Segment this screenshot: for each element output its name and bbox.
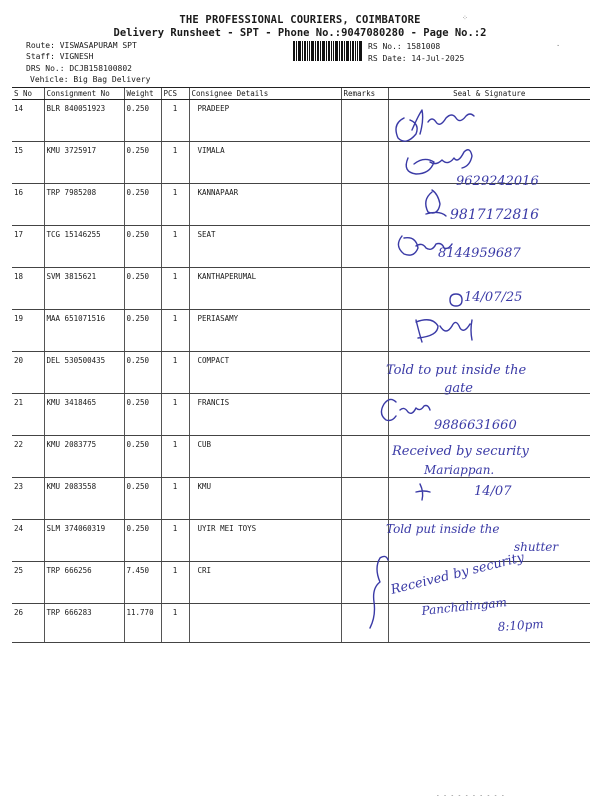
- cell-remarks: [341, 100, 388, 142]
- cell-pcs: 1: [161, 184, 189, 226]
- handwritten-date-23: 14/07: [474, 484, 512, 499]
- handwritten-phone-16: 9817172816: [450, 207, 540, 223]
- cell-sno: 14: [12, 100, 44, 142]
- handwritten-note-25b: Panchalingam: [420, 595, 508, 618]
- cell-consignee: [189, 604, 341, 643]
- cell-remarks: [341, 184, 388, 226]
- scan-mark: ·: [556, 42, 561, 50]
- handwritten-note-22b: Mariappan.: [424, 463, 495, 477]
- table-row: [12, 436, 590, 478]
- handwritten-note-20a: Told to put inside the: [386, 363, 527, 378]
- route-label: Route: VISWASAPURAM SPT: [26, 41, 137, 50]
- cell-weight: 0.250: [124, 520, 161, 562]
- table-row: [12, 310, 590, 352]
- cell-consignee: FRANCIS: [189, 394, 341, 436]
- cell-pcs: 1: [161, 562, 189, 604]
- cell-remarks: [341, 268, 388, 310]
- cell-remarks: [341, 478, 388, 520]
- cell-consignment: BLR 840051923: [44, 100, 124, 142]
- table-row: [12, 184, 590, 226]
- cell-weight: 0.250: [124, 436, 161, 478]
- cell-consignee: COMPACT: [189, 352, 341, 394]
- cell-consignment: KMU 2083775: [44, 436, 124, 478]
- cell-remarks: [341, 142, 388, 184]
- col-header-remarks: Remarks: [341, 88, 388, 100]
- vehicle-label: Vehicle: Big Bag Delivery: [30, 75, 151, 84]
- cell-signature: [388, 352, 590, 394]
- handwritten-note-20b: gate: [444, 381, 473, 396]
- cell-consignment: MAA 651071516: [44, 310, 124, 352]
- cell-remarks: [341, 352, 388, 394]
- cell-signature: [388, 100, 590, 142]
- cell-consignee: CUB: [189, 436, 341, 478]
- cell-consignee: VIMALA: [189, 142, 341, 184]
- runsheet-title: Delivery Runsheet - SPT - Phone No.:9047080280 - Page No.:2: [113, 27, 487, 39]
- cell-sno: 19: [12, 310, 44, 352]
- table-row: [12, 226, 590, 268]
- cell-consignment: KMU 3418465: [44, 394, 124, 436]
- cell-weight: 0.250: [124, 226, 161, 268]
- handwritten-phone-17: 8144959687: [438, 246, 521, 261]
- cell-pcs: 1: [161, 226, 189, 268]
- cell-pcs: 1: [161, 352, 189, 394]
- cell-remarks: [341, 394, 388, 436]
- table-row: [12, 394, 590, 436]
- table-row: [12, 478, 590, 520]
- cell-signature: [388, 562, 590, 604]
- cell-sno: 21: [12, 394, 44, 436]
- cell-consignment: TRP 7985208: [44, 184, 124, 226]
- cell-pcs: 1: [161, 100, 189, 142]
- staff-label: Staff: VIGNESH: [26, 52, 94, 61]
- handwritten-note-25c: 8:10pm: [497, 616, 545, 634]
- cell-weight: 0.250: [124, 142, 161, 184]
- table-row: [12, 268, 590, 310]
- handwritten-phone-15: 9629242016: [456, 174, 539, 189]
- col-header-sno: S No: [12, 88, 44, 100]
- cell-pcs: 1: [161, 520, 189, 562]
- cell-signature: [388, 310, 590, 352]
- cell-sno: 26: [12, 604, 44, 643]
- table-row: [12, 352, 590, 394]
- handwritten-date-18: 14/07/25: [464, 290, 523, 305]
- cell-sno: 25: [12, 562, 44, 604]
- scan-mark: - - - - - - - - - -: [436, 792, 505, 799]
- table-row: [12, 520, 590, 562]
- cell-sno: 23: [12, 478, 44, 520]
- cell-consignee: UYIR MEI TOYS: [189, 520, 341, 562]
- cell-signature: [388, 520, 590, 562]
- cell-consignment: TRP 666283: [44, 604, 124, 643]
- table-header-row: [12, 88, 590, 100]
- col-header-weight: Weight: [124, 88, 161, 100]
- cell-signature: [388, 142, 590, 184]
- cell-signature: [388, 226, 590, 268]
- handwritten-note-22a: Received by security: [392, 444, 529, 459]
- cell-consignment: SLM 374060319: [44, 520, 124, 562]
- cell-weight: 7.450: [124, 562, 161, 604]
- scan-mark: ⁘: [462, 14, 468, 22]
- cell-sno: 22: [12, 436, 44, 478]
- cell-remarks: [341, 310, 388, 352]
- cell-consignment: TRP 666256: [44, 562, 124, 604]
- cell-sno: 15: [12, 142, 44, 184]
- handwritten-note-24b: shutter: [514, 540, 559, 554]
- cell-sno: 17: [12, 226, 44, 268]
- cell-consignment: DEL 530500435: [44, 352, 124, 394]
- table-row: [12, 142, 590, 184]
- cell-sno: 16: [12, 184, 44, 226]
- cell-consignment: KMU 3725917: [44, 142, 124, 184]
- table-row: [12, 562, 590, 604]
- handwritten-phone-21: 9886631660: [434, 418, 517, 433]
- cell-remarks: [341, 562, 388, 604]
- cell-pcs: 1: [161, 310, 189, 352]
- cell-pcs: 1: [161, 436, 189, 478]
- cell-remarks: [341, 226, 388, 268]
- handwritten-note-25a: Received by security: [389, 550, 526, 598]
- cell-pcs: 1: [161, 478, 189, 520]
- cell-remarks: [341, 604, 388, 643]
- cell-consignee: PRADEEP: [189, 100, 341, 142]
- cell-weight: 0.250: [124, 310, 161, 352]
- cell-consignee: CRI: [189, 562, 341, 604]
- col-header-pcs: PCS: [161, 88, 189, 100]
- cell-signature: [388, 604, 590, 643]
- col-header-consignment: Consignment No: [44, 88, 124, 100]
- cell-remarks: [341, 520, 388, 562]
- cell-weight: 0.250: [124, 394, 161, 436]
- rs-number: RS No.: 1581008: [368, 42, 441, 51]
- col-header-consignee: Consignee Details: [189, 88, 341, 100]
- cell-remarks: [341, 436, 388, 478]
- cell-pcs: 1: [161, 268, 189, 310]
- company-title: THE PROFESSIONAL COURIERS, COIMBATORE: [179, 14, 421, 26]
- table-row: [12, 100, 590, 142]
- runsheet-table: [12, 87, 590, 643]
- cell-consignee: SEAT: [189, 226, 341, 268]
- barcode: [293, 41, 363, 61]
- cell-consignee: PERIASAMY: [189, 310, 341, 352]
- table-row: [12, 604, 590, 643]
- cell-weight: 0.250: [124, 184, 161, 226]
- cell-consignment: TCG 15146255: [44, 226, 124, 268]
- cell-signature: [388, 184, 590, 226]
- cell-sno: 24: [12, 520, 44, 562]
- handwritten-note-24a: Told put inside the: [386, 522, 500, 536]
- cell-weight: 0.250: [124, 352, 161, 394]
- cell-weight: 0.250: [124, 268, 161, 310]
- rs-date: RS Date: 14-Jul-2025: [368, 54, 465, 63]
- cell-consignee: KMU: [189, 478, 341, 520]
- cell-sno: 18: [12, 268, 44, 310]
- cell-pcs: 1: [161, 142, 189, 184]
- cell-signature: [388, 394, 590, 436]
- cell-weight: 0.250: [124, 100, 161, 142]
- cell-sno: 20: [12, 352, 44, 394]
- cell-weight: 11.770: [124, 604, 161, 643]
- cell-pcs: 1: [161, 604, 189, 643]
- cell-signature: [388, 268, 590, 310]
- col-header-signature: Seal & Signature: [388, 88, 590, 100]
- cell-consignment: SVM 3815621: [44, 268, 124, 310]
- cell-consignee: KANNAPAAR: [189, 184, 341, 226]
- cell-consignment: KMU 2083558: [44, 478, 124, 520]
- cell-consignee: KANTHAPERUMAL: [189, 268, 341, 310]
- drs-label: DRS No.: DCJB158100802: [26, 64, 132, 73]
- cell-pcs: 1: [161, 394, 189, 436]
- cell-signature: [388, 436, 590, 478]
- cell-signature: [388, 478, 590, 520]
- cell-weight: 0.250: [124, 478, 161, 520]
